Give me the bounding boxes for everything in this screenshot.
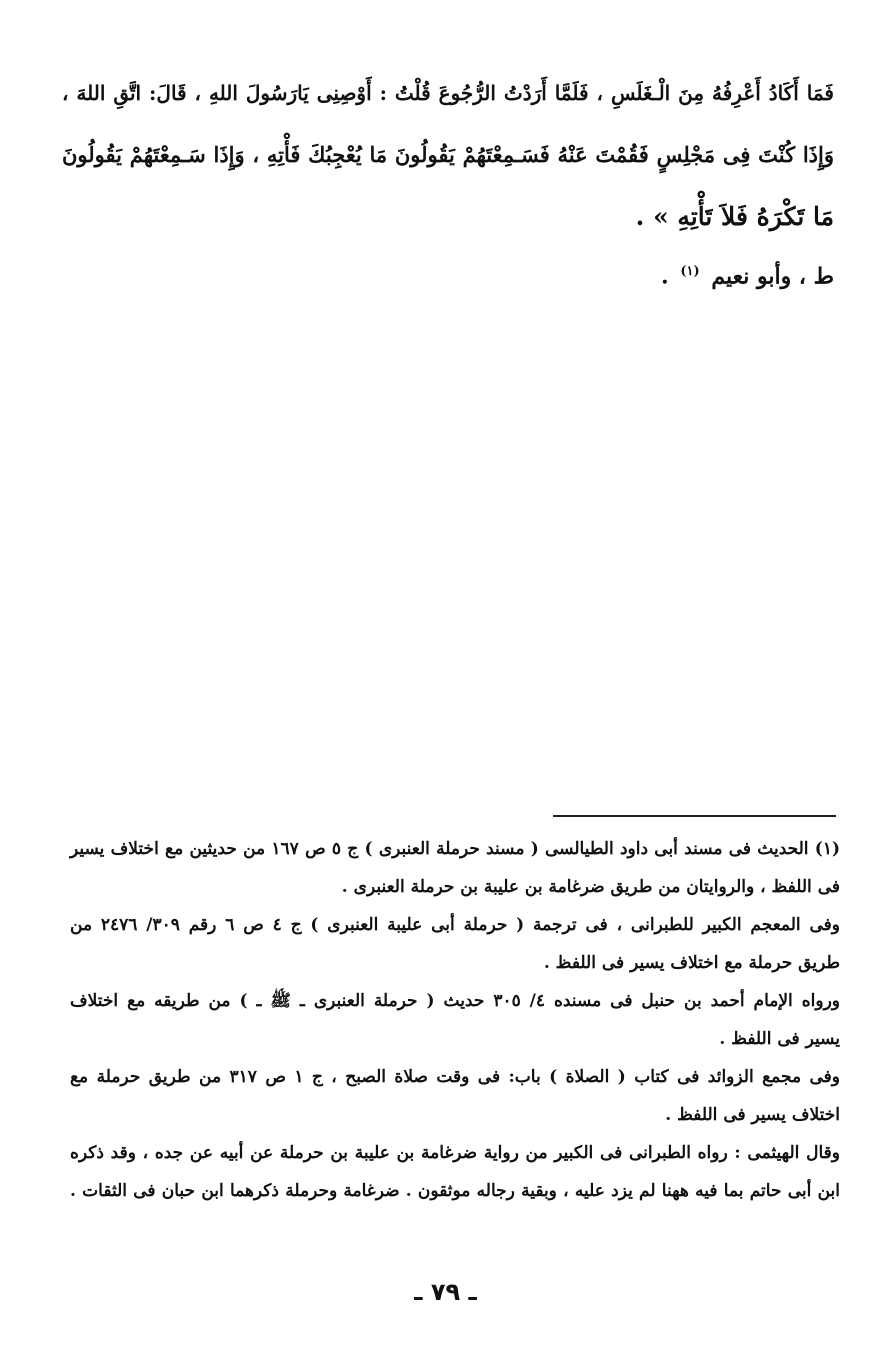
hadith-line-1: فَمَا أَكَادُ أَعْرِفُهُ مِنَ الْـغَلَسِ ، فَلَمَّا أَرَدْتُ الرُّجُوعَ قُلْتُ : أَوْصِنِى يَارَسُولَ اللهِ ، قَالَ: اتَّقِ اللهَ ، bbox=[62, 81, 834, 105]
footnote-line: ابن أبى حاتم بما فيه ههنا لم يزد عليه ، وبقية رجاله موثقون . ضرغامة وحرملة ذكرهما ابن حبان فى الثقات . bbox=[70, 1181, 840, 1201]
footnotes-section bbox=[70, 830, 840, 1210]
hadith-line-2: وَإِذَا كُنْتَ فِى مَجْلِسٍ فَقُمْتَ عَنْهُ فَسَـمِعْتَهُمْ يَقُولُونَ مَا يُعْجِبُكَ فَأْتِهِ ، وَإِذَا سَـمِعْتَهُمْ يَقُولُونَ bbox=[62, 142, 834, 167]
footnote-line: وفى مجمع الزوائد فى كتاب ( الصلاة ) باب: فى وقت صلاة الصبح ، ج ١ ص ٣١٧ من طريق حرملة مع bbox=[70, 1067, 840, 1087]
page-number: ـ ٧٩ ـ bbox=[414, 1278, 477, 1306]
hadith-line-3: مَا تَكْرَهُ فَلاَ تَأْتِهِ » . bbox=[635, 202, 834, 231]
source-attribution bbox=[62, 254, 834, 294]
footnote-line: وقال الهيثمى : رواه الطبرانى فى الكبير من رواية ضرغامة بن عليبة بن حرملة عن أبيه عن جده ، وقد ذكره bbox=[70, 1143, 840, 1163]
footnote-reference[interactable]: (١) bbox=[680, 264, 700, 279]
footnote-line: يسير فى اللفظ . bbox=[719, 1029, 840, 1049]
hadith-text bbox=[62, 62, 834, 294]
source-end: . bbox=[661, 263, 669, 290]
footnote-line: طريق حرملة مع اختلاف يسير فى اللفظ . bbox=[543, 953, 840, 973]
footnote-line: فى اللفظ ، والروايتان من طريق ضرغامة بن عليبة بن حرملة العنبرى . bbox=[341, 877, 840, 897]
footnote-line: (١) الحديث فى مسند أبى داود الطيالسى ( مسند حرملة العنبرى ) ج ٥ ص ١٦٧ من حديثين مع اختلاف يسير bbox=[70, 839, 841, 859]
footnote-separator bbox=[553, 815, 836, 817]
footnote-line: اختلاف يسير فى اللفظ . bbox=[665, 1105, 840, 1125]
footnote-line: وفى المعجم الكبير للطبرانى ، فى ترجمة ( حرملة أبى عليبة العنبرى ) ج ٤ ص ٦ رقم ٣٠٩/ ٢٤٧٦ من bbox=[70, 915, 840, 935]
source-text: ط ، وأبو نعيم bbox=[711, 263, 834, 290]
footnote-line: ورواه الإمام أحمد بن حنبل فى مسنده ٤/ ٣٠٥ حديث ( حرملة العنبرى ـ ﷺ ـ ) من طريقه مع اختلاف bbox=[70, 991, 840, 1011]
